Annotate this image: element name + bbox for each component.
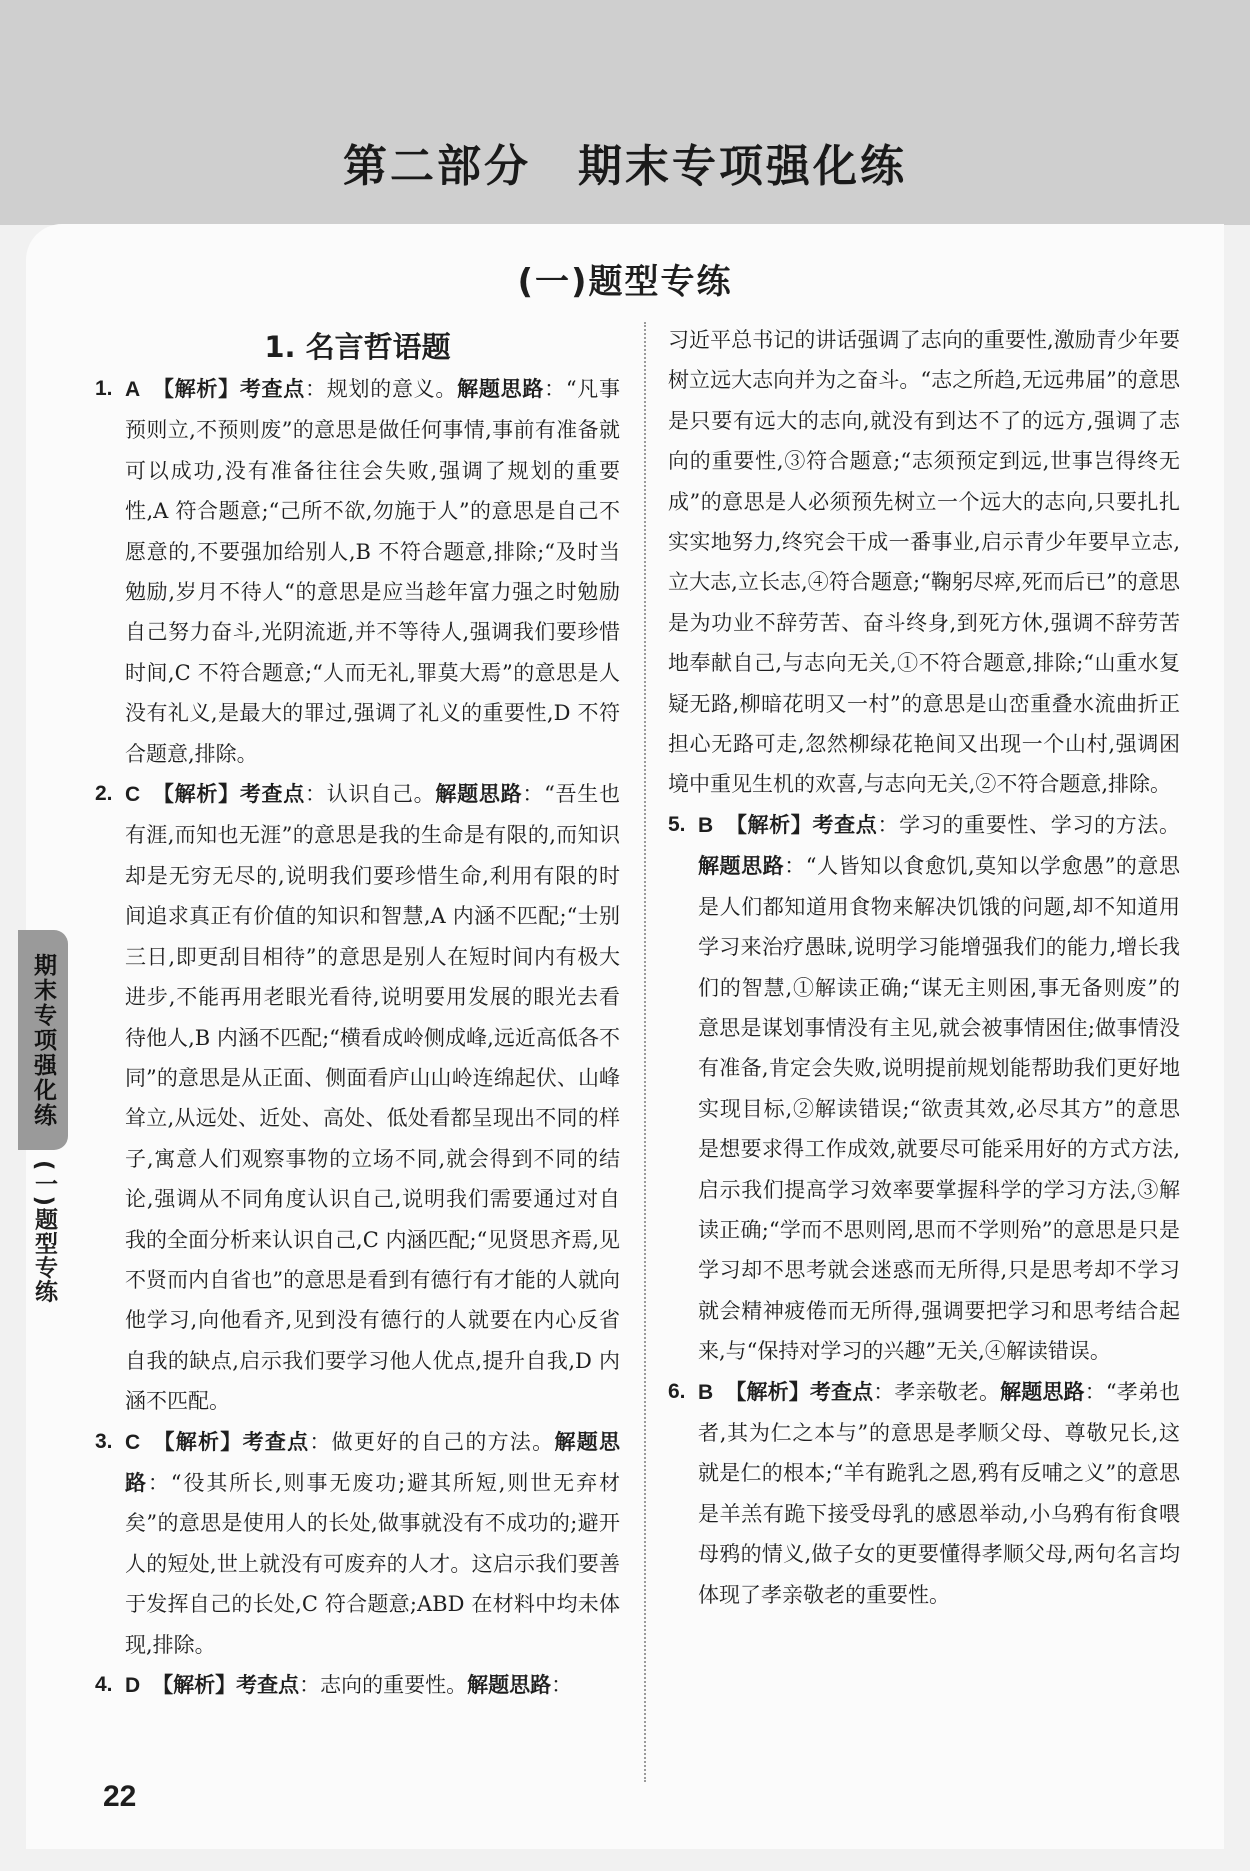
- point-label: 考查点: [809, 1379, 874, 1404]
- side-chapter-tab: 期末专项强化练: [18, 930, 68, 1150]
- analysis-tag: 【解析】: [725, 1379, 810, 1404]
- left-column: [95, 327, 620, 1706]
- side-section-label: (一)题型专练: [31, 1160, 57, 1304]
- approach-text: ：: [551, 1673, 573, 1697]
- answer-letter: C: [125, 1430, 141, 1454]
- analysis-tag: 【解析】: [152, 782, 240, 807]
- answer-item-2: [95, 774, 620, 1422]
- point-label: 考查点: [239, 377, 306, 401]
- approach-label: 解题思路: [698, 854, 785, 879]
- answer-item-6: [668, 1372, 1180, 1615]
- item-number: 1.: [95, 377, 113, 400]
- approach-text: ：“孝弟也者,其为仁之本与”的意思是孝顺父母、尊敬兄长,这就是仁的根本;“羊有跪乳之恩,鸦有反哺之义”的意思是羊羔有跪下接受母乳的感恩举动,小乌鸦有衔食喂母鸦的情义,做子女的更要懂得孝顺父母,两句名言均体现了孝亲敬老的重要性。: [698, 1379, 1180, 1607]
- item-number: 4.: [95, 1673, 113, 1696]
- item-number: 3.: [95, 1429, 113, 1453]
- answer-item-1: [95, 369, 620, 774]
- analysis-tag: 【解析】: [152, 1429, 243, 1454]
- point-text: ：规划的意义。: [305, 377, 458, 401]
- analysis-tag: 【解析】: [152, 1673, 237, 1697]
- point-text: ：做更好的自己的方法。: [309, 1429, 555, 1454]
- answer-letter: B: [698, 1380, 714, 1404]
- answer-letter: B: [698, 813, 714, 837]
- right-column: [668, 320, 1180, 1615]
- approach-label: 解题思路: [435, 782, 523, 807]
- answer-letter: D: [125, 1674, 141, 1697]
- item-number: 2.: [95, 782, 113, 806]
- point-label: 考查点: [812, 812, 878, 837]
- approach-text: ：“吾生也有涯,而知也无涯”的意思是我的生命是有限的,而知识却是无穷无尽的,说明我们要珍惜生命,利用有限的时间追求真正有价值的知识和智慧,A 内涵不匹配;“士别三日,即更刮目相待”的意思是别人在短时间内有极大进步,不能再用老眼光看待,说明要用发展的眼光去看待他人,B 内涵不匹配;“横看成岭侧成峰,远近高低各不同”的意思是从正面、侧面看庐山山岭连绵起伏、山峰耸立,从远处、近处、高处、低处看都呈现出不同的样子,寓意人们观察事物的立场不同,就会得到不同的结论,强调从不同角度认识自己,说明我们需要通过对自我的全面分析来认识自己,C 内涵匹配;“见贤思齐焉,见不贤而内自省也”的意思是看到有德行有才能的人就向他学习,向他看齐,见到没有德行的人就要在内心反省自我的缺点,启示我们要学习他人优点,提升自我,D 内涵不匹配。: [125, 782, 621, 1414]
- answer-item-4: [95, 1665, 620, 1706]
- approach-text: ：“凡事预则立,不预则废”的意思是做任何事情,事前有准备就可以成功,没有准备往往会失败,强调了规划的重要性,A 符合题意;“己所不欲,勿施于人”的意思是自己不愿意的,不要强加给别人,B 不符合题意,排除;“及时当勉励,岁月不待人“的意思是应当趁年富力强之时勉励自己努力奋斗,光阴流逝,并不等待人,强调我们要珍惜时间,C 不符合题意;“人而无礼,罪莫大焉”的意思是人没有礼义,是最大的罪过,强调了礼义的重要性,D 不符合题意,排除。: [125, 377, 621, 766]
- answer-letter: C: [125, 783, 141, 807]
- approach-label: 解题思路: [125, 1429, 621, 1495]
- point-text: ：学习的重要性、学习的方法。: [877, 812, 1181, 837]
- column-heading: 1. 名言哲语题: [264, 330, 451, 364]
- approach-label: 解题思路: [1000, 1379, 1085, 1404]
- item-4-continuation: 习近平总书记的讲话强调了志向的重要性,激励青少年要树立远大志向并为之奋斗。“志之所趋,无远弗届”的意思是只要有远大的志向,就没有到达不了的远方,强调了志向的重要性,③符合题意;“志须预定到远,世事岂得终无成”的意思是人必须预先树立一个远大的志向,只要扎扎实实地努力,终究会干成一番事业,启示青少年要早立志,立大志,立长志,④符合题意;“鞠躬尽瘁,死而后已”的意思是为功业不辞劳苦、奋斗终身,到死方休,强调不辞劳苦地奉献自己,与志向无关,①不符合题意,排除;“山重水复疑无路,柳暗花明又一村”的意思是山峦重叠水流曲折正担心无路可走,忽然柳绿花艳间又出现一个山村,强调困境中重见生机的欢喜,与志向无关,②不符合题意,排除。: [668, 328, 1180, 797]
- point-text: ：认识自己。: [305, 782, 436, 807]
- analysis-tag: 【解析】: [152, 377, 240, 401]
- approach-text: ：“人皆知以食愈饥,莫知以学愈愚”的意思是人们都知道用食物来解决饥饿的问题,却不知道用学习来治疗愚昧,说明学习能增强我们的能力,增长我们的智慧,①解读正确;“谋无主则困,事无备则废”的意思是谋划事情没有主见,就会被事情困住;做事情没有准备,肯定会失败,说明提前规划能帮助我们更好地实现目标,②解读错误;“欲责其效,必尽其方”的意思是想要求得工作成效,就要尽可能采用好的方式方法,启示我们提高学习效率要掌握科学的学习方法,③解读正确;“学而不思则罔,思而不学则殆”的意思是只是学习却不思考就会迷惑而无所得,只是思考却不学习就会精神疲倦而无所得,强调要把学习和思考结合起来,与“保持对学习的兴趣”无关,④解读错误。: [698, 854, 1180, 1364]
- part-title: 第二部分 期末专项强化练: [343, 141, 907, 192]
- answer-letter: A: [125, 378, 141, 401]
- page-number: 22: [103, 1780, 137, 1813]
- answer-item-3: [95, 1422, 620, 1665]
- column-divider: [644, 322, 646, 1782]
- section-title: (一)题型专练: [517, 262, 733, 302]
- approach-label: 解题思路: [467, 1673, 552, 1697]
- point-text: ：志向的重要性。: [299, 1673, 468, 1697]
- analysis-tag: 【解析】: [725, 812, 813, 837]
- point-text: ：孝亲敬老。: [873, 1379, 1001, 1404]
- point-label: 考查点: [239, 782, 306, 807]
- point-label: 考查点: [242, 1429, 310, 1454]
- item-number: 5.: [668, 812, 686, 836]
- point-label: 考查点: [236, 1673, 300, 1697]
- approach-label: 解题思路: [457, 377, 545, 401]
- item-number: 6.: [668, 1379, 686, 1403]
- answer-item-5: [668, 805, 1180, 1372]
- approach-text: ：“役其所长,则事无废功;避其所短,则世无弃材矣”的意思是使用人的长处,做事就没有不成功的;避开人的短处,世上就没有可废弃的人才。这启示我们要善于发挥自己的长处,C 符合题意;ABD 在材料中均未体现,排除。: [125, 1470, 620, 1657]
